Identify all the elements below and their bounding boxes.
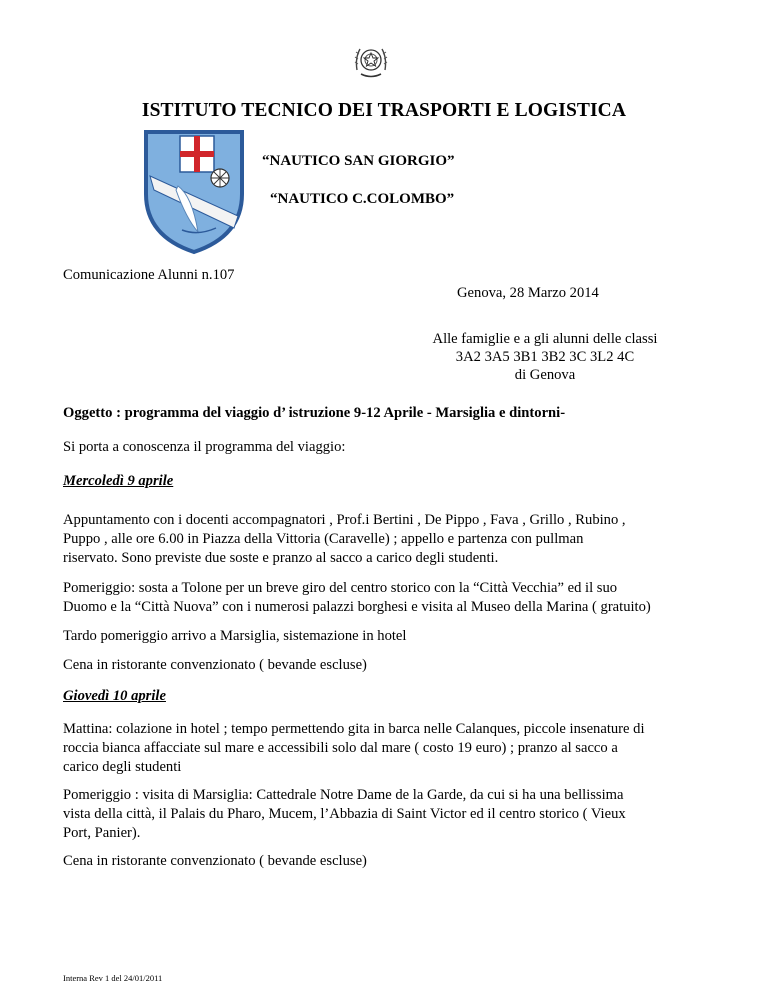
letter-date: Genova, 28 Marzo 2014 [457, 285, 599, 301]
school-subtitle-1: “NAUTICO SAN GIORGIO” [262, 153, 455, 169]
text-line: Duomo e la “Città Nuova” con i numerosi palazzi borghesi e visita al Museo della Marina ( gratuito) [63, 598, 651, 615]
recipients-block [400, 331, 690, 384]
paragraph-dinner-day1: Cena in ristorante convenzionato ( bevande escluse) [63, 657, 367, 673]
text-line: Appuntamento con i docenti accompagnatori , Prof.i Bertini , De Pippo , Fava , Grillo , Rubino , [63, 512, 626, 528]
day-heading-wednesday: Mercoledì 9 aprile [63, 473, 174, 489]
text-line: carico degli studenti [63, 758, 182, 775]
text-line: Mattina: colazione in hotel ; tempo permettendo gita in barca nelle Calanques, piccole insenature di [63, 721, 645, 737]
paragraph-morning-calanques [63, 720, 713, 777]
school-subtitle-2: “NAUTICO C.COLOMBO” [270, 191, 455, 207]
text-line: roccia bianca affacciate sul mare e accessibili solo dal mare ( costo 19 euro) ; pranzo al sacco a [63, 739, 618, 756]
letter-subject: Oggetto : programma del viaggio d’ istruzione 9-12 Aprile - Marsiglia e dintorni- [63, 405, 566, 421]
recipients-classes: 3A2 3A5 3B1 3B2 3C 3L2 4C [455, 348, 635, 365]
text-line: Pomeriggio : visita di Marsiglia: Cattedrale Notre Dame de la Garde, da cui si ha una bellissima [63, 787, 624, 803]
paragraph-afternoon-marseille [63, 786, 713, 843]
school-crest-icon [140, 124, 248, 256]
text-line: riservato. Sono previste due soste e pranzo al sacco a carico degli studenti. [63, 549, 499, 566]
day-heading-thursday: Giovedì 10 aprile [63, 688, 166, 704]
text-line: Pomeriggio: sosta a Tolone per un breve giro del centro storico con la “Città Vecchia” ed il suo [63, 580, 618, 596]
paragraph-appointment [63, 511, 713, 568]
text-line: vista della città, il Palais du Pharo, Mucem, l’Abbazia di Saint Victor ed il centro storico ( Vieux [63, 805, 626, 822]
school-title: ISTITUTO TECNICO DEI TRASPORTI E LOGISTICA [141, 100, 627, 121]
recipients-city: di Genova [514, 366, 576, 383]
text-line: Puppo , alle ore 6.00 in Piazza della Vittoria (Caravelle) ; appello e partenza con pullman [63, 530, 584, 547]
paragraph-afternoon-toulon [63, 579, 713, 617]
recipients-line: Alle famiglie e a gli alunni delle classi [432, 331, 658, 347]
paragraph-dinner-day2: Cena in ristorante convenzionato ( bevande escluse) [63, 853, 367, 869]
footer-revision: Interna Rev 1 del 24/01/2011 [63, 973, 163, 983]
italian-republic-emblem-icon [351, 40, 391, 82]
intro-paragraph: Si porta a conoscenza il programma del viaggio: [63, 439, 346, 455]
paragraph-arrival: Tardo pomeriggio arrivo a Marsiglia, sistemazione in hotel [63, 628, 407, 644]
communication-reference: Comunicazione Alunni n.107 [63, 267, 235, 283]
text-line: Port, Panier). [63, 824, 141, 841]
